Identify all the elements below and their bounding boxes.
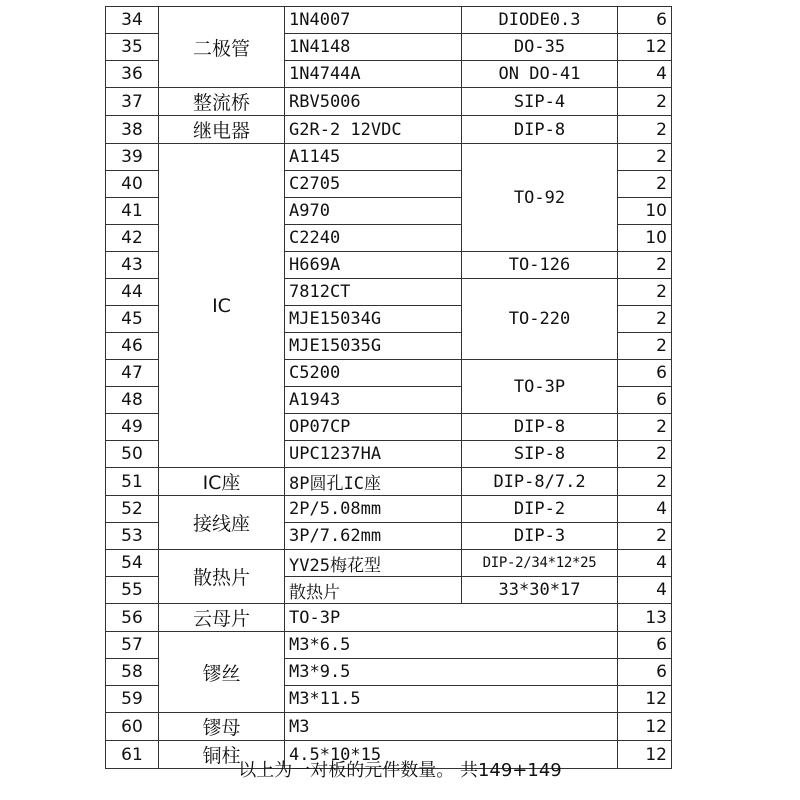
model-cell: A970 — [285, 198, 462, 225]
row-number-cell: 43 — [106, 252, 159, 279]
row-number-cell: 59 — [106, 686, 159, 713]
model-cell: 7812CT — [285, 279, 462, 306]
row-number-cell: 49 — [106, 414, 159, 441]
model-cell: 8P圆孔IC座 — [285, 468, 462, 496]
row-number-cell: 48 — [106, 387, 159, 414]
quantity-cell: 2 — [618, 523, 672, 550]
package-cell: TO-3P — [462, 360, 618, 414]
category-cell: 铜柱 — [159, 741, 285, 769]
quantity-cell: 2 — [618, 116, 672, 144]
model-cell: C2240 — [285, 225, 462, 252]
category-cell: 二极管 — [159, 7, 285, 88]
category-cell: IC — [159, 144, 285, 468]
row-number-cell: 58 — [106, 659, 159, 686]
table-row — [106, 144, 672, 171]
quantity-cell: 4 — [618, 496, 672, 523]
quantity-cell: 12 — [618, 713, 672, 741]
row-number-cell: 37 — [106, 88, 159, 116]
quantity-cell: 2 — [618, 144, 672, 171]
model-cell: TO-3P — [285, 604, 618, 632]
package-cell: SIP-8 — [462, 441, 618, 468]
model-cell: H669A — [285, 252, 462, 279]
row-number-cell: 39 — [106, 144, 159, 171]
category-cell: 镠母 — [159, 713, 285, 741]
row-number-cell: 38 — [106, 116, 159, 144]
quantity-cell: 6 — [618, 360, 672, 387]
table-row — [106, 496, 672, 523]
row-number-cell: 61 — [106, 741, 159, 769]
row-number-cell: 54 — [106, 550, 159, 577]
row-number-cell: 60 — [106, 713, 159, 741]
package-cell: TO-92 — [462, 144, 618, 252]
package-cell: TO-220 — [462, 279, 618, 360]
model-cell: M3*11.5 — [285, 686, 618, 713]
quantity-cell: 2 — [618, 171, 672, 198]
model-cell: M3*6.5 — [285, 632, 618, 659]
row-number-cell: 44 — [106, 279, 159, 306]
quantity-cell: 2 — [618, 441, 672, 468]
quantity-cell: 4 — [618, 61, 672, 88]
row-number-cell: 45 — [106, 306, 159, 333]
quantity-cell: 2 — [618, 333, 672, 360]
model-cell: M3 — [285, 713, 618, 741]
quantity-cell: 10 — [618, 198, 672, 225]
table-row — [106, 604, 672, 632]
row-number-cell: 42 — [106, 225, 159, 252]
category-cell: IC座 — [159, 468, 285, 496]
model-cell: G2R-2 12VDC — [285, 116, 462, 144]
package-cell: DIP-3 — [462, 523, 618, 550]
quantity-cell: 4 — [618, 550, 672, 577]
package-cell: ON DO-41 — [462, 61, 618, 88]
package-cell: SIP-4 — [462, 88, 618, 116]
model-cell: 1N4744A — [285, 61, 462, 88]
model-cell: A1943 — [285, 387, 462, 414]
quantity-cell: 2 — [618, 88, 672, 116]
row-number-cell: 57 — [106, 632, 159, 659]
model-cell: 散热片 — [285, 577, 462, 604]
quantity-cell: 4 — [618, 577, 672, 604]
model-cell: OP07CP — [285, 414, 462, 441]
table-row — [106, 468, 672, 496]
package-cell: TO-126 — [462, 252, 618, 279]
model-cell: M3*9.5 — [285, 659, 618, 686]
row-number-cell: 53 — [106, 523, 159, 550]
row-number-cell: 41 — [106, 198, 159, 225]
row-number-cell: 40 — [106, 171, 159, 198]
model-cell: 3P/7.62mm — [285, 523, 462, 550]
row-number-cell: 56 — [106, 604, 159, 632]
model-cell: RBV5006 — [285, 88, 462, 116]
category-cell: 云母片 — [159, 604, 285, 632]
package-cell: DIP-2/34*12*25 — [462, 550, 618, 577]
quantity-cell: 2 — [618, 306, 672, 333]
row-number-cell: 50 — [106, 441, 159, 468]
table-row — [106, 713, 672, 741]
quantity-cell: 12 — [618, 686, 672, 713]
quantity-cell: 13 — [618, 604, 672, 632]
model-cell: YV25梅花型 — [285, 550, 462, 577]
row-number-cell: 46 — [106, 333, 159, 360]
footer-note: 以上为一对板的元件数量。 共149+149 — [238, 760, 562, 781]
category-cell: 接线座 — [159, 496, 285, 550]
quantity-cell: 12 — [618, 741, 672, 769]
quantity-cell: 6 — [618, 387, 672, 414]
model-cell: UPC1237HA — [285, 441, 462, 468]
quantity-cell: 10 — [618, 225, 672, 252]
model-cell: 2P/5.08mm — [285, 496, 462, 523]
row-number-cell: 55 — [106, 577, 159, 604]
model-cell: C2705 — [285, 171, 462, 198]
model-cell: 1N4148 — [285, 34, 462, 61]
category-cell: 散热片 — [159, 550, 285, 604]
row-number-cell: 36 — [106, 61, 159, 88]
quantity-cell: 2 — [618, 252, 672, 279]
model-cell: MJE15034G — [285, 306, 462, 333]
row-number-cell: 51 — [106, 468, 159, 496]
package-cell: DIP-2 — [462, 496, 618, 523]
table-row — [106, 7, 672, 34]
model-cell: 4.5*10*15 — [285, 741, 618, 769]
model-cell: A1145 — [285, 144, 462, 171]
table-row — [106, 116, 672, 144]
table-row — [106, 88, 672, 116]
table-row — [106, 632, 672, 659]
component-table — [105, 6, 672, 769]
quantity-cell: 2 — [618, 468, 672, 496]
model-cell: C5200 — [285, 360, 462, 387]
quantity-cell: 12 — [618, 34, 672, 61]
component-table-body — [106, 7, 672, 769]
package-cell: DO-35 — [462, 34, 618, 61]
quantity-cell: 6 — [618, 659, 672, 686]
quantity-cell: 2 — [618, 414, 672, 441]
row-number-cell: 52 — [106, 496, 159, 523]
quantity-cell: 6 — [618, 7, 672, 34]
quantity-cell: 6 — [618, 632, 672, 659]
row-number-cell: 34 — [106, 7, 159, 34]
category-cell: 整流桥 — [159, 88, 285, 116]
quantity-cell: 2 — [618, 279, 672, 306]
table-row — [106, 550, 672, 577]
category-cell: 继电器 — [159, 116, 285, 144]
package-cell: DIODE0.3 — [462, 7, 618, 34]
row-number-cell: 47 — [106, 360, 159, 387]
package-cell: DIP-8/7.2 — [462, 468, 618, 496]
package-cell: DIP-8 — [462, 414, 618, 441]
row-number-cell: 35 — [106, 34, 159, 61]
model-cell: MJE15035G — [285, 333, 462, 360]
package-cell: 33*30*17 — [462, 577, 618, 604]
model-cell: 1N4007 — [285, 7, 462, 34]
category-cell: 镠丝 — [159, 632, 285, 713]
package-cell: DIP-8 — [462, 116, 618, 144]
